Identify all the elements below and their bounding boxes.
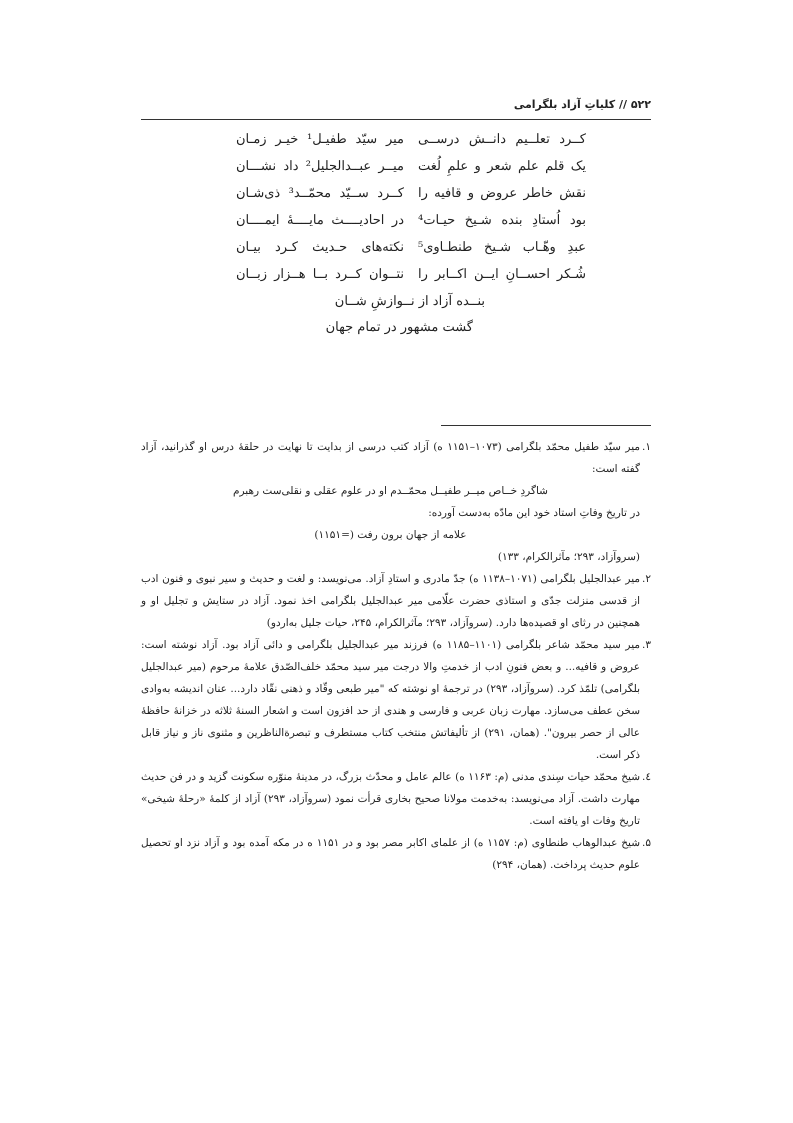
poem-closing-line: بنــده آزاد از نــوازشِ شــان: [334, 294, 485, 309]
footnote-number: ۵.: [642, 837, 651, 849]
footnote-1: [141, 436, 651, 568]
running-head: ۵۲۲ // کلیاتِ آزاد بلگرامی: [141, 98, 651, 120]
footnote-text: شیخ عبدالوهاب طنطاوی (م: ۱۱۵۷ ه) از علمای اکابر مصر بود و در ۱۱۵۱ ه در مکه آمده بود و آزاد نزد او تحصیل علوم حدیث پرداخت. (همان، ۲۹۴): [141, 837, 640, 871]
footnote-number: ٤.: [642, 771, 651, 783]
poem-closing-line: گشت مشهور در تمام جهان: [325, 320, 473, 335]
hemistich-right: یک قلم علم شعر و علمِ لُغت: [418, 159, 586, 174]
hemistich-left: در احادیــــث مایــــهٔ ایمــــان: [236, 213, 404, 228]
hemistich-left: میر سیّد طفیـل¹ خیـر زمـان: [236, 132, 405, 147]
hemistich-right: نقش خاطر عروض و قافیه را: [418, 186, 586, 201]
footnote-3: [141, 634, 651, 766]
poem-couplet: [236, 153, 586, 180]
footnote-chronogram: علامه از جهان برون رفت (=۱۱۵۱): [314, 529, 467, 541]
poem-couplet: [236, 180, 586, 207]
footnote-number: ۳.: [642, 639, 651, 651]
hemistich-left: میــر عبــدالجلیل² داد نشـــان: [236, 159, 405, 174]
footnote-text: شیخ محمّد حیات سِندی مدنی (م: ۱۱۶۳ ه) عالم عامل و محدّث بزرگ، در مدینهٔ منوّره سکونت گزید و در فن حدیث مهارت داشت. آزاد می‌نویسد: به‌خدمت مولانا صحیح بخاری قرأت نمود (سروآزاد، ۲۹۳) آزاد از کلمهٔ «رحلهٔ شیخی» تاریخ وفات او یافته است.: [141, 771, 640, 827]
hemistich-left: نکته‌های حـدیث کـرد بیـان: [236, 240, 404, 255]
footnote-text: میر سید محمّد شاعر بلگرامی (۱۱۰۱–۱۱۸۵ ه) فرزند میر عبدالجلیل بلگرامی و دائی آزاد بود. آزاد نوشته است: عروض و قافیه... و بعض فنونِ ادب از خدمتِ والا درجت میر سید محمّد خلف‌الصّدق علامهٔ مرحوم (میر عبدالجلیل بلگرامی) تلمّذ کرد. (سروآزاد، ۲۹۳) در ترجمهٔ او نوشته که "میر طبعی وقّاد و ذهنی نقّاد دارد... عنان اندیشه به‌وادی سخن عطف می‌سازد. مهارت زبان عربی و فارسی و هندی از حد افزون است و اشعار السنهٔ ثلاثه در خزانهٔ حافظهٔ عالی از حصر بیرون". (همان، ۲۹۱) از تألیفاتش منتخب کتاب مستطرف و تبصرةالناظرین و مثنوی ناز و نیاز قابل ذکر است.: [141, 639, 641, 761]
poem-couplet: [236, 261, 586, 288]
poem-couplet: [236, 234, 586, 261]
hemistich-right: شُـکر احســانِ ایــن اکــابر را: [418, 267, 586, 282]
hemistich-right: کــرد تعلــیم دانــش درســی: [418, 132, 586, 147]
hemistich-right: عبدِ وهّـاب شـیخ طنطـاوی⁵: [418, 240, 586, 255]
poem: [236, 126, 586, 288]
hemistich-left: کــرد ســیّد محمّــد³ ذی‌شـان: [236, 186, 404, 201]
poem-couplet: [236, 126, 586, 153]
footnote-number: ۲.: [642, 573, 651, 585]
footnote-verse: شاگردِ خــاص میــر طفیــل محمّــدم او در علوم عقلی و نقلی‌ست رهبرم: [233, 485, 548, 497]
hemistich-left: نتــوان کــرد بــا هــزار زبــان: [236, 267, 404, 282]
footnote-number: ۱.: [642, 441, 651, 453]
footnote-text: در تاریخ وفاتِ استاد خود این مادّه به‌دست آورده:: [428, 507, 640, 519]
footnotes: [141, 436, 651, 876]
footnote-2: [141, 568, 651, 634]
footnote-5: [141, 832, 651, 876]
footnote-separator: [441, 425, 651, 426]
poem-couplet: [236, 207, 586, 234]
footnote-text: میر عبدالجلیل بلگرامی (۱۰۷۱–۱۱۳۸ ه) جدّ مادری و استادِ آزاد. می‌نویسد: و لغت و حدیث و سیر نبوی و فنون ادب از قدسی منزلت جدّی و استاذی حضرت علّامی میر عبدالجلیل بلگرامی اخذ نمود. آزاد در ستایش و تجلیل او و همچنین در رثای او قصیده‌ها دارد. (سروآزاد، ۲۹۳؛ مآثرالکرام، ۲۴۵، حیات جلیل به‌اردو): [141, 573, 640, 629]
footnote-4: [141, 766, 651, 832]
footnote-source: (سروآزاد، ۲۹۳؛ مآثرالکرام، ۱۳۳): [497, 551, 640, 563]
hemistich-right: بود اُستادِ بنده شـیخ حیـات⁴: [418, 213, 586, 228]
footnote-text: میر سیّد طفیل محمّد بلگرامی (۱۰۷۳–۱۱۵۱ ه) آزاد کتب درسی از بدایت تا نهایت در حلقهٔ درس او گذرانید، آزاد گفته است:: [141, 441, 641, 475]
